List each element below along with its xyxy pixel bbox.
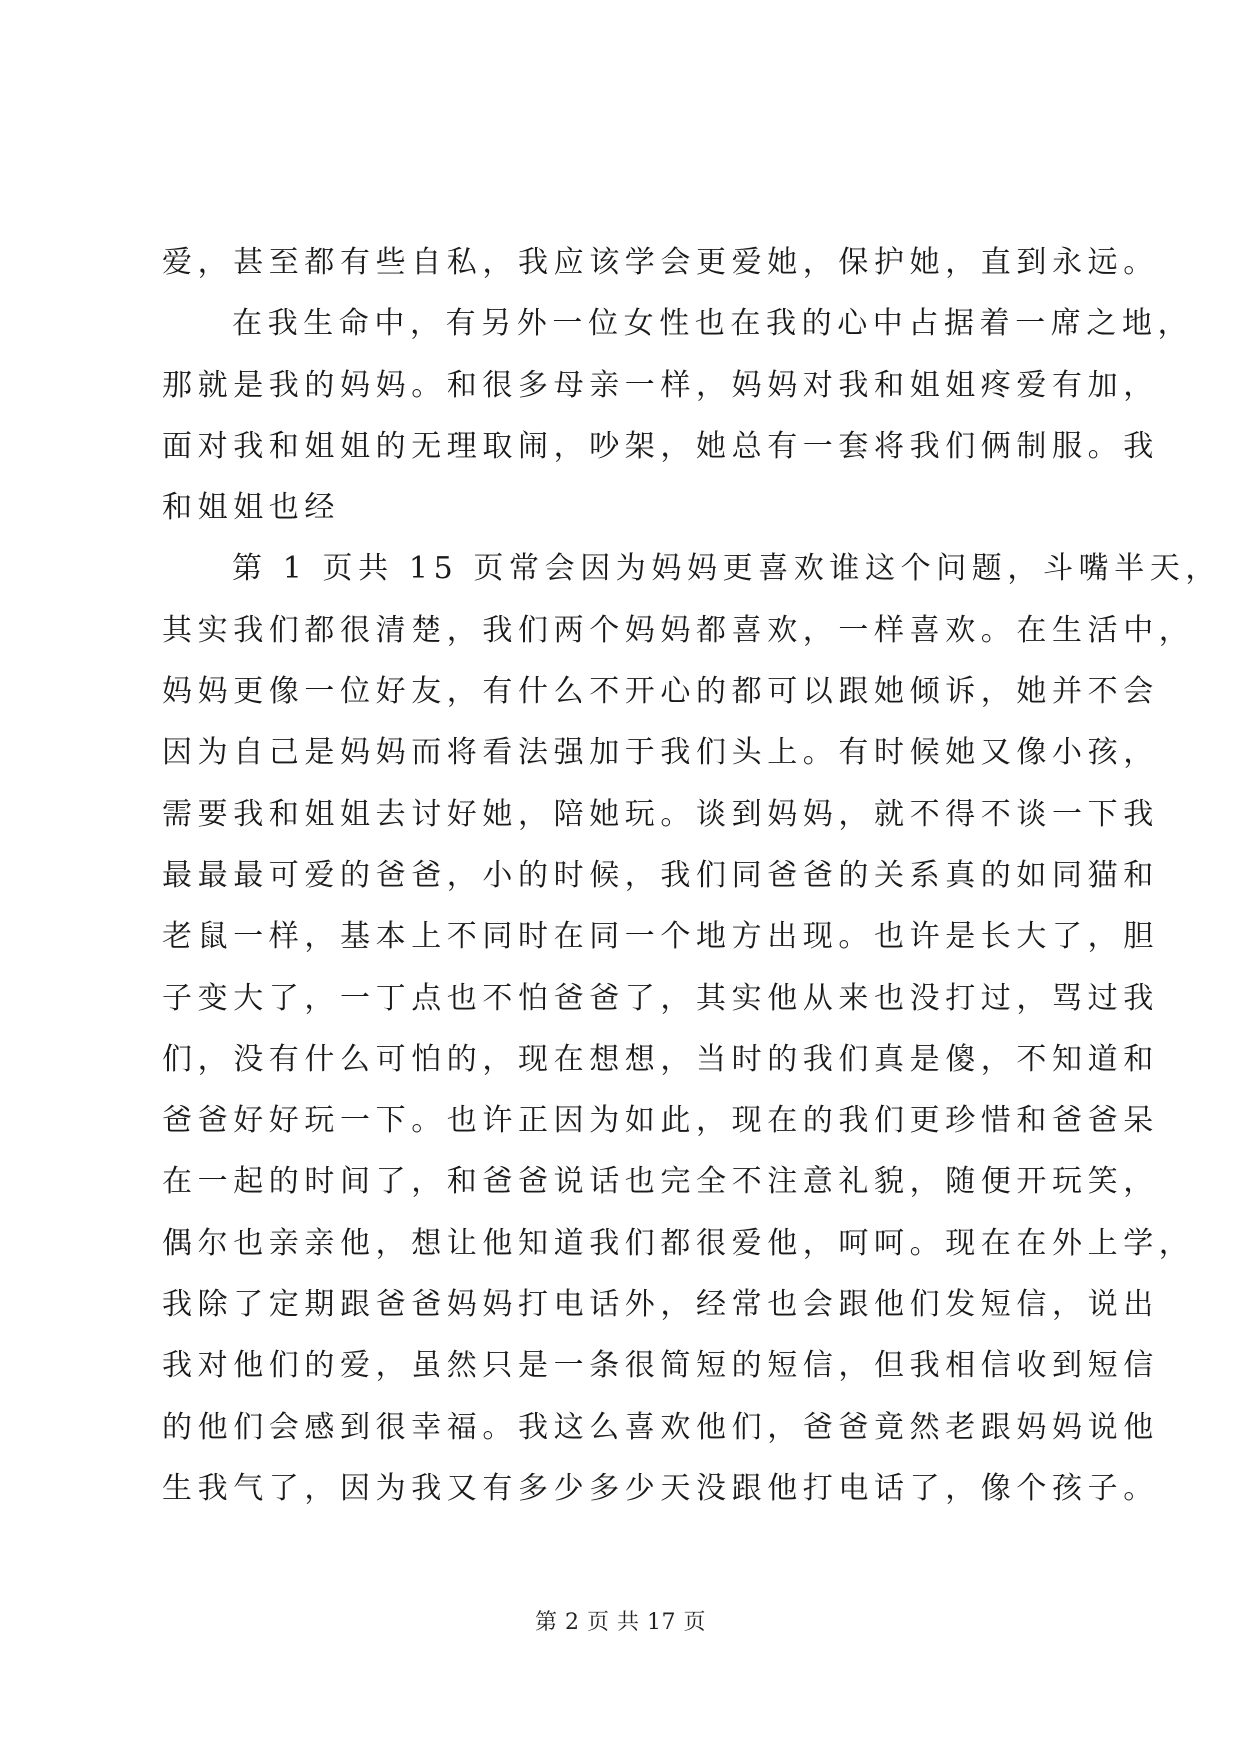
text-line: 在一起的时间了，和爸爸说话也完全不注意礼貌，随便开玩笑， xyxy=(162,1164,1159,1200)
text-line: 在我生命中，有另外一位女性也在我的心中占据着一席之地， xyxy=(232,306,1194,342)
text-line: 偶尔也亲亲他，想让他知道我们都很爱他，呵呵。现在在外上学， xyxy=(162,1225,1195,1261)
text-line: 需要我和姐姐去讨好她，陪她玩。谈到妈妈，就不得不谈一下我 xyxy=(162,796,1159,832)
text-line: 我除了定期跟爸爸妈妈打电话外，经常也会跟他们发短信，说出 xyxy=(162,1287,1159,1323)
text-line: 最最最可爱的爸爸，小的时候，我们同爸爸的关系真的如同猫和 xyxy=(162,857,1159,893)
text-line: 子变大了，一丁点也不怕爸爸了，其实他从来也没打过，骂过我 xyxy=(162,980,1159,1016)
text-line: 爱，甚至都有些自私，我应该学会更爱她，保护她，直到永远。 xyxy=(162,245,1159,280)
text-line: 我对他们的爱，虽然只是一条很简短的短信，但我相信收到短信 xyxy=(162,1348,1159,1384)
text-line: 老鼠一样，基本上不同时在同一个地方出现。也许是长大了，胆 xyxy=(162,919,1159,955)
text-line: 们，没有什么可怕的，现在想想，当时的我们真是傻，不知道和 xyxy=(162,1041,1159,1077)
text-line: 和姐姐也经 xyxy=(162,490,340,526)
text-line: 生我气了，因为我又有多少多少天没跟他打电话了，像个孩子。 xyxy=(162,1470,1159,1506)
body-text xyxy=(162,232,1222,1519)
text-line: 第 1 页共 15 页常会因为妈妈更喜欢谁这个问题，斗嘴半天， xyxy=(232,551,1222,587)
page-footer: 第 2 页 共 17 页 xyxy=(535,1610,706,1635)
text-line: 因为自己是妈妈而将看法强加于我们头上。有时候她又像小孩， xyxy=(162,735,1159,771)
text-line: 的他们会感到很幸福。我这么喜欢他们，爸爸竟然老跟妈妈说他 xyxy=(162,1409,1159,1445)
text-line: 爸爸好好玩一下。也许正因为如此，现在的我们更珍惜和爸爸呆 xyxy=(162,1103,1159,1139)
text-line: 妈妈更像一位好友，有什么不开心的都可以跟她倾诉，她并不会 xyxy=(162,674,1159,710)
text-line: 那就是我的妈妈。和很多母亲一样，妈妈对我和姐姐疼爱有加， xyxy=(162,367,1159,403)
text-line: 面对我和姐姐的无理取闹，吵架，她总有一套将我们俩制服。我 xyxy=(162,428,1159,464)
text-line: 其实我们都很清楚，我们两个妈妈都喜欢，一样喜欢。在生活中， xyxy=(162,612,1195,648)
